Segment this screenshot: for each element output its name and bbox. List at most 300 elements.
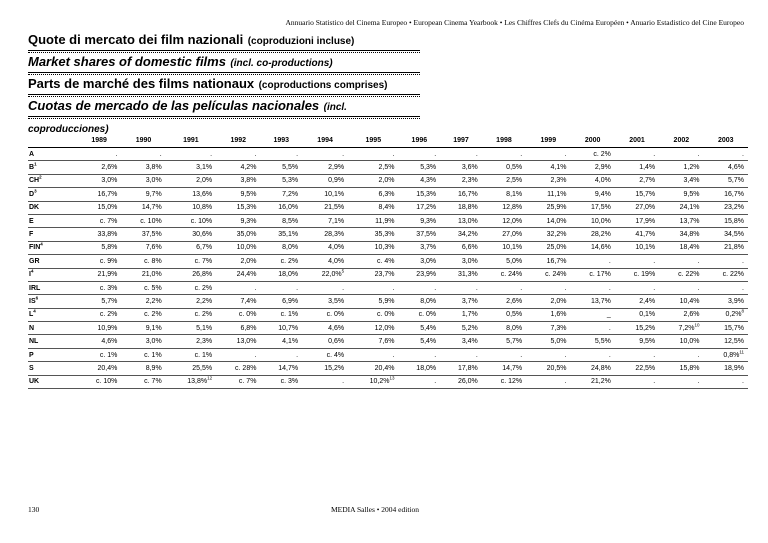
title-it-main: Quote di mercato dei film nazionali bbox=[28, 32, 244, 47]
table-cell bbox=[216, 308, 260, 321]
cell-value: 5,0% bbox=[550, 338, 567, 346]
table-row bbox=[28, 268, 748, 281]
table-row bbox=[28, 228, 748, 241]
table-cell bbox=[482, 255, 526, 268]
cell-value: 7,2% bbox=[282, 190, 299, 198]
cell-value: 5,7% bbox=[728, 177, 744, 185]
country-code-label: E bbox=[29, 217, 34, 225]
cell-value: c. 2% bbox=[144, 311, 162, 319]
year-header: 2000 bbox=[570, 133, 614, 148]
cell-value: . bbox=[564, 284, 567, 292]
table-cell bbox=[348, 322, 398, 335]
table-cell bbox=[348, 201, 398, 214]
table-cell bbox=[216, 295, 260, 308]
table-cell bbox=[659, 308, 703, 321]
footnote-mark: 5 bbox=[341, 268, 345, 274]
table-cell bbox=[659, 174, 703, 187]
cell-value: 6,3% bbox=[378, 190, 395, 198]
table-cell bbox=[77, 322, 121, 335]
table-cell bbox=[77, 228, 121, 241]
year-header: 1989 bbox=[77, 133, 121, 148]
cell-value: . bbox=[296, 150, 299, 158]
table-cell bbox=[348, 375, 398, 388]
table-cell bbox=[659, 295, 703, 308]
table-cell bbox=[121, 161, 165, 174]
year-header: 1993 bbox=[260, 133, 302, 148]
table-cell bbox=[570, 335, 614, 348]
cell-value: 9,3% bbox=[420, 217, 437, 225]
cell-value: 21,0% bbox=[141, 271, 162, 279]
cell-value: 11,1% bbox=[547, 190, 567, 198]
cell-value: 16,7% bbox=[724, 190, 744, 198]
cell-value: 34,5% bbox=[724, 231, 744, 239]
cell-value: . bbox=[342, 284, 345, 292]
table-cell bbox=[482, 228, 526, 241]
cell-value: 9,5% bbox=[639, 338, 656, 346]
title-es bbox=[28, 96, 420, 135]
table-cell bbox=[77, 188, 121, 201]
country-code bbox=[28, 214, 77, 227]
year-header: 1997 bbox=[440, 133, 482, 148]
cell-value: 25,5% bbox=[192, 364, 213, 372]
table-cell bbox=[216, 241, 260, 254]
table-cell bbox=[166, 228, 216, 241]
country-code bbox=[28, 228, 77, 241]
cell-value: 7,4% bbox=[240, 297, 257, 305]
cell-value: . bbox=[564, 378, 567, 386]
cell-value: . bbox=[742, 150, 744, 158]
cell-value: 3,6% bbox=[461, 164, 478, 172]
table-row bbox=[28, 375, 748, 388]
table-cell bbox=[77, 362, 121, 375]
table-row bbox=[28, 295, 748, 308]
cell-value: 8,0% bbox=[282, 244, 299, 252]
country-code-label: IS bbox=[29, 297, 36, 305]
table-cell bbox=[570, 148, 614, 161]
cell-value: c. 1% bbox=[144, 351, 162, 359]
country-code bbox=[28, 148, 77, 161]
cell-value: 7,2% bbox=[678, 324, 695, 332]
table-cell bbox=[121, 241, 165, 254]
table-cell bbox=[166, 268, 216, 281]
table-cell bbox=[526, 295, 570, 308]
cell-value: 3,8% bbox=[145, 164, 162, 172]
cell-value: 13,6% bbox=[192, 190, 213, 198]
table-row bbox=[28, 174, 748, 187]
table-cell bbox=[399, 295, 441, 308]
table-cell bbox=[526, 362, 570, 375]
table-cell bbox=[302, 214, 348, 227]
table-cell bbox=[440, 201, 482, 214]
country-code-label: UK bbox=[29, 378, 40, 386]
table-cell bbox=[482, 214, 526, 227]
cell-value: 0,2% bbox=[725, 311, 742, 319]
cell-value: c. 2% bbox=[99, 311, 118, 319]
table-cell bbox=[121, 348, 165, 361]
cell-value: 24,4% bbox=[236, 271, 257, 279]
cell-value: 17,2% bbox=[416, 204, 437, 212]
country-code-label: N bbox=[29, 324, 35, 332]
cell-value: 10,1% bbox=[635, 244, 656, 252]
cell-value: c. 28% bbox=[235, 364, 257, 372]
table-cell bbox=[399, 308, 441, 321]
title-es-sub: (incl. coproducciones) bbox=[28, 102, 347, 135]
cell-value: c. 0% bbox=[326, 311, 345, 319]
cell-value: 13,0% bbox=[457, 217, 478, 225]
table-cell bbox=[482, 161, 526, 174]
cell-value: 3,0% bbox=[145, 338, 162, 346]
cell-value: c. 10% bbox=[190, 217, 213, 225]
cell-value: . bbox=[520, 284, 523, 292]
cell-value: 2,0% bbox=[550, 297, 567, 305]
cell-value: 1,6% bbox=[550, 311, 567, 319]
table-cell bbox=[440, 335, 482, 348]
cell-value: 14,6% bbox=[590, 244, 611, 252]
year-header: 1992 bbox=[216, 133, 260, 148]
cell-value: 0,6% bbox=[328, 338, 345, 346]
cell-value: 8,4% bbox=[378, 204, 395, 212]
cell-value: 16,0% bbox=[278, 204, 299, 212]
table-cell bbox=[659, 268, 703, 281]
year-header: 2001 bbox=[615, 133, 659, 148]
country-code bbox=[28, 362, 77, 375]
table-cell bbox=[399, 214, 441, 227]
cell-value: _ bbox=[606, 311, 611, 319]
year-header-row bbox=[28, 133, 748, 148]
table-row bbox=[28, 148, 748, 161]
cell-value: 21,9% bbox=[97, 271, 118, 279]
table-cell bbox=[704, 348, 748, 361]
table-cell bbox=[440, 174, 482, 187]
cell-value: 16,7% bbox=[546, 257, 567, 265]
table-cell bbox=[399, 228, 441, 241]
table-cell bbox=[704, 308, 748, 321]
country-code bbox=[28, 161, 77, 174]
country-code-label: F bbox=[29, 231, 34, 239]
table-cell bbox=[570, 268, 614, 281]
table-cell bbox=[260, 362, 302, 375]
cell-value: 10,8% bbox=[192, 204, 213, 212]
cell-value: c. 17% bbox=[589, 271, 611, 279]
cell-value: c. 2% bbox=[280, 257, 299, 265]
table-cell bbox=[77, 335, 121, 348]
cell-value: 26,0% bbox=[457, 378, 478, 386]
cell-value: 35,1% bbox=[278, 231, 299, 239]
table-cell bbox=[121, 255, 165, 268]
table-cell bbox=[216, 322, 260, 335]
table-cell bbox=[615, 348, 659, 361]
cell-value: 5,7% bbox=[506, 338, 523, 346]
table-cell bbox=[659, 241, 703, 254]
table-cell bbox=[216, 268, 260, 281]
cell-value: 13,7% bbox=[590, 297, 611, 305]
cell-value: c. 7% bbox=[99, 217, 118, 225]
cell-value: 18,9% bbox=[724, 364, 744, 372]
table-cell bbox=[260, 255, 302, 268]
country-code-label: A bbox=[29, 150, 35, 158]
table-cell bbox=[348, 281, 398, 294]
table-row bbox=[28, 322, 748, 335]
cell-value: c. 7% bbox=[194, 257, 213, 265]
cell-value: . bbox=[475, 150, 478, 158]
table-cell bbox=[526, 148, 570, 161]
cell-value: 20,5% bbox=[546, 364, 567, 372]
cell-value: 20,4% bbox=[374, 364, 395, 372]
cell-value: 15,3% bbox=[416, 190, 437, 198]
table-cell bbox=[659, 348, 703, 361]
table-cell bbox=[216, 148, 260, 161]
table-cell bbox=[615, 268, 659, 281]
cell-value: 5,4% bbox=[420, 324, 437, 332]
country-code-label: IRL bbox=[29, 284, 41, 292]
footnote-mark: 8 bbox=[741, 309, 744, 315]
table-cell bbox=[704, 188, 748, 201]
table-cell bbox=[121, 362, 165, 375]
table-cell bbox=[302, 335, 348, 348]
table-cell bbox=[166, 214, 216, 227]
table-cell bbox=[399, 161, 441, 174]
cell-value: 8,1% bbox=[506, 190, 523, 198]
table-cell bbox=[482, 268, 526, 281]
cell-value: c. 8% bbox=[144, 257, 162, 265]
year-header: 1998 bbox=[482, 133, 526, 148]
cell-value: 27,0% bbox=[502, 231, 523, 239]
cell-value: 2,3% bbox=[461, 177, 478, 185]
cell-value: 3,7% bbox=[461, 297, 478, 305]
cell-value: c. 1% bbox=[194, 351, 213, 359]
table-cell bbox=[77, 295, 121, 308]
cell-value: 18,0% bbox=[278, 271, 299, 279]
cell-value: 15,3% bbox=[236, 204, 257, 212]
table-cell bbox=[526, 335, 570, 348]
cell-value: 14,7% bbox=[502, 364, 523, 372]
cell-value: 8,9% bbox=[145, 364, 162, 372]
cell-value: 10,1% bbox=[324, 190, 345, 198]
country-code-label: B bbox=[29, 164, 35, 172]
cell-value: 3,1% bbox=[196, 164, 213, 172]
table-cell bbox=[302, 322, 348, 335]
cell-value: 5,0% bbox=[506, 257, 523, 265]
cell-value: 13,0% bbox=[236, 338, 257, 346]
table-cell bbox=[348, 228, 398, 241]
cell-value: 4,1% bbox=[550, 164, 567, 172]
table-cell bbox=[570, 322, 614, 335]
cell-value: 17,8% bbox=[457, 364, 478, 372]
cell-value: c. 2% bbox=[194, 284, 213, 292]
year-header: 1999 bbox=[526, 133, 570, 148]
table-cell bbox=[216, 228, 260, 241]
cell-value: 7,6% bbox=[378, 338, 395, 346]
cell-value: 6,8% bbox=[240, 324, 257, 332]
country-code bbox=[28, 201, 77, 214]
cell-value: 3,9% bbox=[728, 297, 744, 305]
cell-value: 0,5% bbox=[506, 311, 523, 319]
cell-value: 2,7% bbox=[639, 177, 656, 185]
cell-value: 5,9% bbox=[378, 297, 395, 305]
cell-value: 2,6% bbox=[683, 311, 700, 319]
cell-value: 9,1% bbox=[145, 324, 162, 332]
cell-value: . bbox=[697, 150, 700, 158]
cell-value: 2,0% bbox=[378, 177, 395, 185]
cell-value: 13,7% bbox=[679, 217, 700, 225]
cell-value: 41,7% bbox=[635, 231, 656, 239]
cell-value: . bbox=[210, 150, 213, 158]
table-row bbox=[28, 308, 748, 321]
table-cell bbox=[166, 375, 216, 388]
table-cell bbox=[348, 214, 398, 227]
table-cell bbox=[704, 214, 748, 227]
cell-value: 15,2% bbox=[324, 364, 345, 372]
cell-value: . bbox=[392, 351, 395, 359]
table-cell bbox=[659, 362, 703, 375]
table-cell bbox=[570, 281, 614, 294]
table-cell bbox=[482, 335, 526, 348]
table-cell bbox=[348, 255, 398, 268]
country-code-label: S bbox=[29, 364, 34, 372]
table-row bbox=[28, 281, 748, 294]
table-row bbox=[28, 161, 748, 174]
table-cell bbox=[399, 201, 441, 214]
cell-value: 11,9% bbox=[375, 217, 395, 225]
table-cell bbox=[570, 375, 614, 388]
cell-value: 26,8% bbox=[192, 271, 213, 279]
cell-value: 9,7% bbox=[145, 190, 162, 198]
table-cell bbox=[704, 281, 748, 294]
cell-value: 7,1% bbox=[328, 217, 345, 225]
cell-value: c. 3% bbox=[280, 378, 299, 386]
cell-value: 33,8% bbox=[97, 231, 118, 239]
cell-value: 2,2% bbox=[145, 297, 162, 305]
table-cell bbox=[348, 308, 398, 321]
table-cell bbox=[440, 255, 482, 268]
table-cell bbox=[216, 362, 260, 375]
cell-value: 10,1% bbox=[502, 244, 523, 252]
cell-value: 18,0% bbox=[416, 364, 437, 372]
table-cell bbox=[348, 268, 398, 281]
year-header: 2002 bbox=[659, 133, 703, 148]
cell-value: 20,4% bbox=[97, 364, 118, 372]
cell-value: 5,4% bbox=[420, 338, 437, 346]
table-cell bbox=[615, 322, 659, 335]
table-cell bbox=[348, 174, 398, 187]
table-cell bbox=[482, 174, 526, 187]
cell-value: 15,0% bbox=[97, 204, 118, 212]
cell-value: c. 4% bbox=[377, 257, 395, 265]
table-cell bbox=[121, 188, 165, 201]
cell-value: 14,0% bbox=[546, 217, 567, 225]
cell-value: 37,5% bbox=[416, 231, 437, 239]
country-code bbox=[28, 375, 77, 388]
cell-value: 4,1% bbox=[282, 338, 299, 346]
table-cell bbox=[704, 255, 748, 268]
footnote-mark: 4 bbox=[33, 309, 36, 315]
cell-value: 0,8% bbox=[723, 351, 740, 359]
title-en-sub: (incl. co-productions) bbox=[230, 58, 333, 69]
cell-value: . bbox=[254, 150, 257, 158]
cell-value: 8,5% bbox=[282, 217, 299, 225]
cell-value: 24,8% bbox=[590, 364, 611, 372]
cell-value: 21,2% bbox=[590, 378, 611, 386]
cell-value: 4,0% bbox=[328, 257, 345, 265]
cell-value: 15,7% bbox=[724, 324, 744, 332]
table-cell bbox=[399, 375, 441, 388]
table-cell bbox=[659, 335, 703, 348]
table-cell bbox=[482, 375, 526, 388]
table-cell bbox=[302, 281, 348, 294]
table-cell bbox=[659, 322, 703, 335]
cell-value: 2,0% bbox=[196, 177, 213, 185]
table-cell bbox=[440, 214, 482, 227]
cell-value: 5,3% bbox=[420, 164, 437, 172]
table-cell bbox=[166, 295, 216, 308]
table-cell bbox=[260, 161, 302, 174]
cell-value: 6,6% bbox=[461, 244, 478, 252]
table-cell bbox=[570, 161, 614, 174]
cell-value: . bbox=[608, 284, 611, 292]
country-code-label: GR bbox=[29, 257, 40, 265]
table-cell bbox=[302, 362, 348, 375]
table-cell bbox=[260, 335, 302, 348]
table-cell bbox=[482, 188, 526, 201]
cell-value: 16,7% bbox=[457, 190, 478, 198]
table-cell bbox=[704, 295, 748, 308]
table-cell bbox=[260, 375, 302, 388]
table-cell bbox=[482, 322, 526, 335]
table-cell bbox=[121, 281, 165, 294]
table-cell bbox=[570, 214, 614, 227]
cell-value: 5,7% bbox=[101, 297, 118, 305]
cell-value: 3,7% bbox=[420, 244, 437, 252]
table-cell bbox=[615, 375, 659, 388]
cell-value: 5,2% bbox=[461, 324, 478, 332]
table-cell bbox=[704, 228, 748, 241]
table-cell bbox=[216, 255, 260, 268]
cell-value: 4,6% bbox=[328, 324, 345, 332]
cell-value: . bbox=[742, 257, 744, 265]
table-cell bbox=[121, 201, 165, 214]
cell-value: 5,5% bbox=[282, 164, 299, 172]
country-code bbox=[28, 348, 77, 361]
table-cell bbox=[166, 322, 216, 335]
cell-value: 15,8% bbox=[724, 217, 744, 225]
cell-value: 25,9% bbox=[546, 204, 567, 212]
cell-value: c. 1% bbox=[99, 351, 118, 359]
table-cell bbox=[399, 322, 441, 335]
cell-value: 31,3% bbox=[457, 271, 478, 279]
table-cell bbox=[570, 228, 614, 241]
cell-value: 12,8% bbox=[502, 204, 523, 212]
cell-value: . bbox=[475, 284, 478, 292]
cell-value: . bbox=[475, 351, 478, 359]
table-cell bbox=[704, 322, 748, 335]
cell-value: 1,4% bbox=[639, 164, 656, 172]
year-header: 1994 bbox=[302, 133, 348, 148]
footnote-mark: 11 bbox=[739, 349, 744, 355]
cell-value: c. 0% bbox=[418, 311, 437, 319]
footnote-mark: 4 bbox=[40, 242, 43, 248]
cell-value: 4,6% bbox=[728, 164, 744, 172]
table-cell bbox=[482, 281, 526, 294]
table-cell bbox=[216, 214, 260, 227]
table-cell bbox=[302, 308, 348, 321]
table-cell bbox=[77, 174, 121, 187]
cell-value: . bbox=[434, 378, 437, 386]
table-cell bbox=[440, 295, 482, 308]
cell-value: c. 22% bbox=[722, 271, 744, 279]
cell-value: 28,3% bbox=[324, 231, 345, 239]
table-cell bbox=[526, 375, 570, 388]
cell-value: . bbox=[296, 284, 299, 292]
